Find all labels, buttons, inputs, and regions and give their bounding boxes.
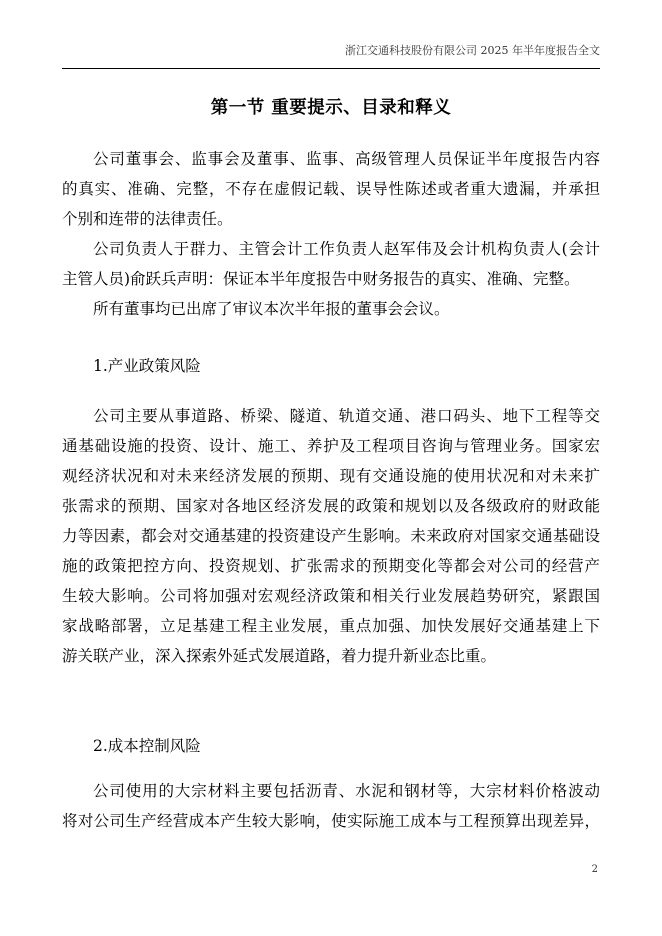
- paragraph-line: 通基础设施的投资、设计、施工、养护及工程项目咨询与管理业务。国家宏: [62, 437, 600, 455]
- risk-heading-cost-control: 2.成本控制风险: [93, 737, 201, 755]
- paragraph-line: 力等因素，都会对交通基建的投资建设产生影响。未来政府对国家交通基础设: [62, 527, 600, 545]
- paragraph-line: 公司董事会、监事会及董事、监事、高级管理人员保证半年度报告内容: [93, 150, 600, 168]
- section-title: 第一节 重要提示、目录和释义: [210, 98, 452, 118]
- paragraph-line: 的真实、准确、完整，不存在虚假记载、误导性陈述或者重大遗漏，并承担: [62, 180, 600, 198]
- paragraph-line: 施的政策把控方向、投资规划、扩张需求的预期变化等都会对公司的经营产: [62, 557, 600, 575]
- paragraph-cost-control-risk: [62, 776, 600, 836]
- paragraph-responsible-persons: [62, 234, 600, 294]
- paragraph-line: 所有董事均已出席了审议本次半年报的董事会会议。: [93, 300, 450, 318]
- paragraph-line: 生较大影响。公司将加强对宏观经济政策和相关行业发展趋势研究，紧跟国: [62, 587, 600, 605]
- paragraph-line: 个别和连带的法律责任。: [62, 210, 233, 228]
- page-number: 2: [591, 864, 598, 875]
- header-divider: [62, 68, 600, 69]
- paragraph-line: 公司使用的大宗材料主要包括沥青、水泥和钢材等，大宗材料价格波动: [93, 782, 600, 800]
- paragraph-line: 将对公司生产经营成本产生较大影响，使实际施工成本与工程预算出现差异，: [62, 812, 600, 830]
- paragraph-line: 公司主要从事道路、桥梁、隧道、轨道交通、港口码头、地下工程等交: [93, 407, 600, 425]
- paragraph-board-guarantee: [62, 144, 600, 234]
- paragraph-line: 主管人员)俞跃兵声明：保证本半年度报告中财务报告的真实、准确、完整。: [62, 270, 580, 288]
- paragraph-line: 公司负责人于群力、主管会计工作负责人赵军伟及会计机构负责人(会计: [93, 240, 600, 258]
- paragraph-directors-attendance: [62, 294, 600, 324]
- paragraph-line: 观经济状况和对未来经济发展的预期、现有交通设施的使用状况和对未来扩: [62, 467, 600, 485]
- page-header-title: 浙江交通科技股份有限公司 2025 年半年度报告全文: [345, 44, 600, 57]
- paragraph-line: 家战略部署，立足基建工程主业发展，重点加强、加快发展好交通基建上下: [62, 617, 600, 635]
- paragraph-line: 张需求的预期、国家对各地区经济发展的政策和规划以及各级政府的财政能: [62, 497, 600, 515]
- risk-heading-industry-policy: 1.产业政策风险: [93, 357, 201, 375]
- paragraph-line: 游关联产业，深入探索外延式发展道路，着力提升新业态比重。: [62, 647, 497, 665]
- paragraph-industry-policy-risk: [62, 401, 600, 671]
